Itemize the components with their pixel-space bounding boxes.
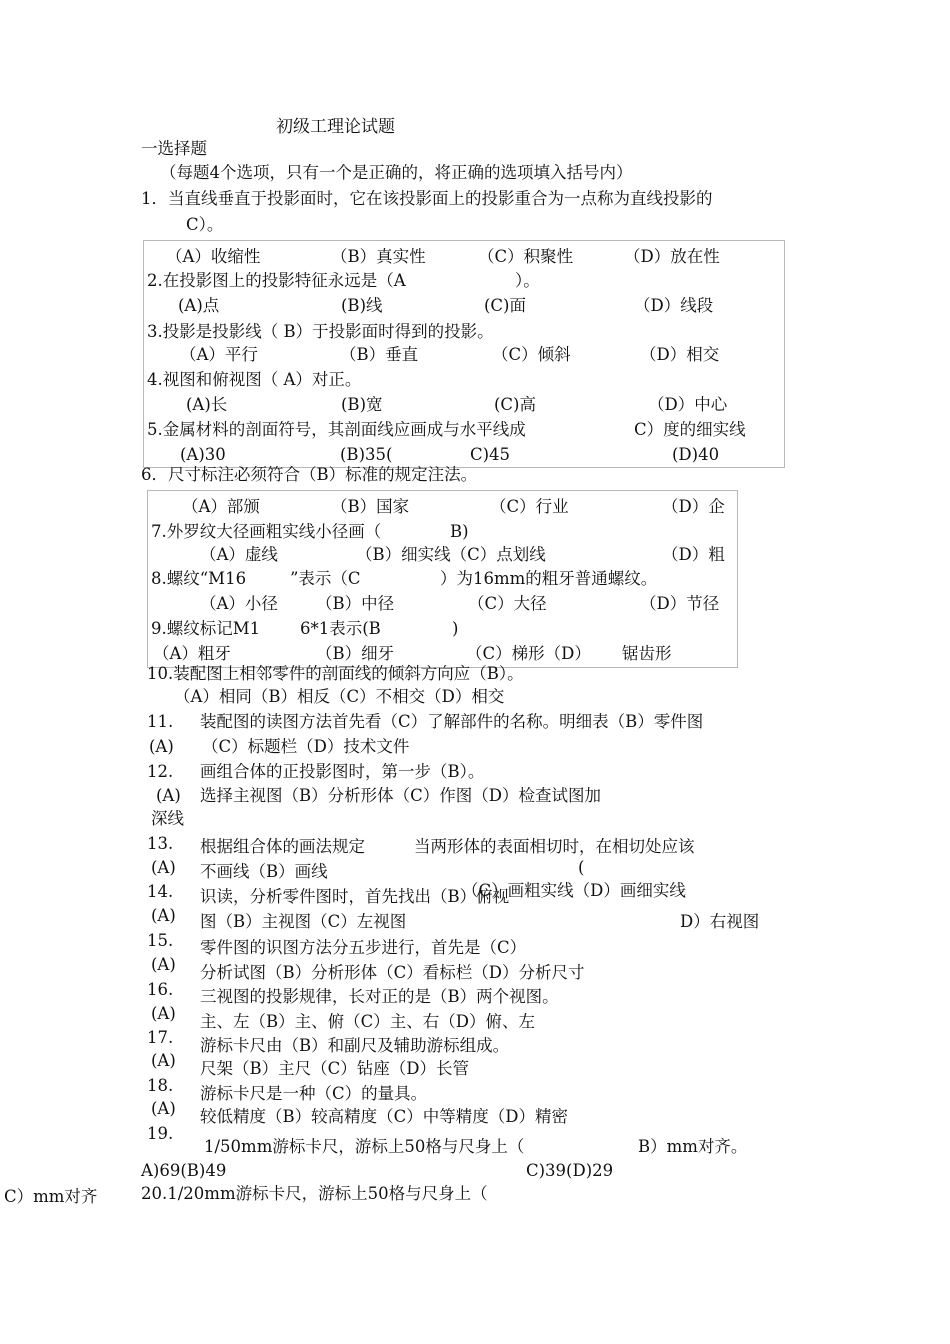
q11-stem: 装配图的读图方法首先看（C）了解部件的名称。明细表（B）零件图 — [200, 712, 704, 731]
q2-stem-end: ）。 — [515, 271, 540, 290]
q14-option-a-label: (A) — [151, 906, 176, 925]
q1-option-a: （A）收缩性 — [166, 247, 261, 266]
q16-number: 16. — [147, 980, 174, 999]
section-heading: 一选择题 — [141, 139, 207, 158]
q7-option-a: （A）虚线 — [200, 545, 278, 564]
q20-left-fragment: C）mm对齐 — [4, 1187, 98, 1206]
q4-option-c: (C)高 — [494, 395, 536, 414]
q18-options: 较低精度（B）较高精度（C）中等精度（D）精密 — [200, 1107, 568, 1126]
q12-option-a-label: (A) — [156, 786, 181, 805]
q15-stem: 零件图的识图方法分五步进行，首先是（C） — [200, 938, 527, 957]
q6-option-d: （D）企 — [662, 497, 725, 516]
q3-option-d: （D）相交 — [640, 345, 720, 364]
q8-option-a: （A）小径 — [200, 594, 278, 613]
q13-options: 不画线（B）画线 — [200, 862, 328, 881]
q9-option-b: （B）细牙 — [316, 644, 395, 663]
q19-options-cd: C)39(D)29 — [526, 1161, 614, 1180]
q1-option-c: （C）积聚性 — [478, 247, 574, 266]
q9-stem: 9.螺纹标记M1 — [151, 619, 261, 638]
q4-option-a: (A)长 — [186, 395, 228, 414]
q1-stem: 1．当直线垂直于投影面时，它在该投影面上的投影重合为一点称为直线投影的 — [141, 189, 713, 208]
q18-number: 18. — [147, 1076, 174, 1095]
q13-stem-2: 当两形体的表面相切时，在相切处应该 — [414, 837, 695, 856]
q14-options-2: D）右视图 — [680, 912, 760, 931]
q6-option-b: （B）国家 — [331, 497, 410, 516]
q7-option-d: （D）粗 — [662, 545, 725, 564]
q2-option-d: （D）线段 — [634, 296, 714, 315]
q14-number: 14. — [147, 882, 174, 901]
q8-option-b: （B）中径 — [316, 594, 395, 613]
q19-stem: 1/50mm游标卡尺，游标上50格与尺身上（ — [204, 1137, 525, 1156]
q9-stem-mid: 6*1表示(B — [300, 619, 381, 638]
q7-stem: 7.外罗纹大径画粗实线小径画（ — [151, 522, 382, 541]
q20-stem: 20.1/20mm游标卡尺，游标上50格与尺身上（ — [141, 1184, 488, 1203]
q18-option-a-label: (A) — [151, 1099, 176, 1118]
q16-option-a-label: (A) — [151, 1004, 176, 1023]
q8-stem-end: ）为16mm的粗牙普通螺纹。 — [440, 569, 658, 588]
q8-stem: 8.螺纹“M16 — [151, 569, 247, 588]
q10-stem: 10.装配图上相邻零件的剖面线的倾斜方向应（B）。 — [147, 664, 524, 683]
q7-option-bc: （B）细实线（C）点划线 — [356, 545, 546, 564]
q13-number: 13. — [147, 834, 174, 853]
q1-option-b: （B）真实性 — [331, 247, 426, 266]
q19-options-ab: A)69(B)49 — [141, 1161, 227, 1180]
q5-stem-end: C）度的细实线 — [634, 420, 746, 439]
q9-option-a: （A）粗牙 — [153, 644, 231, 663]
q4-stem: 4.视图和俯视图（ A）对正。 — [147, 370, 362, 389]
q3-stem: 3.投影是投影线（ B）于投影面时得到的投影。 — [147, 322, 494, 341]
q8-option-c: （C）大径 — [468, 594, 547, 613]
q15-number: 15. — [147, 931, 174, 950]
q9-option-d: 锯齿形 — [622, 644, 672, 663]
q8-option-d: （D）节径 — [640, 594, 720, 613]
q13-option-a-label: (A) — [151, 858, 176, 877]
q17-stem: 游标卡尺由（B）和副尺及辅助游标组成。 — [200, 1036, 510, 1055]
q5-option-d: (D)40 — [672, 445, 720, 464]
q5-stem: 5.金属材料的剖面符号，其剖面线应画成与水平线成 — [147, 420, 526, 439]
q1-option-d: （D）放在性 — [624, 247, 720, 266]
q3-option-c: （C）倾斜 — [492, 345, 571, 364]
q12-number: 12. — [147, 762, 174, 781]
q6-option-a: （A）部颁 — [182, 497, 260, 516]
q13-paren: ( — [578, 858, 585, 877]
q16-stem: 三视图的投影规律，长对正的是（B）两个视图。 — [200, 987, 559, 1006]
q19-stem-end: B）mm对齐。 — [638, 1137, 748, 1156]
q2-option-c: (C)面 — [484, 296, 526, 315]
q13-options-2: （C）画粗实线（D）画细实线 — [462, 881, 686, 900]
q13-stem: 根据组合体的画法规定 — [200, 837, 365, 856]
q15-options: 分析试图（B）分析形体（C）看标栏（D）分析尺寸 — [200, 963, 585, 982]
q4-option-d: （D）中心 — [648, 395, 728, 414]
q2-option-b: (B)线 — [341, 296, 383, 315]
q12-options: 选择主视图（B）分析形体（C）作图（D）检查试图加 — [200, 786, 601, 805]
q7-stem-end: B) — [450, 522, 469, 541]
q11-options: （C）标题栏（D）技术文件 — [202, 737, 410, 756]
q17-options: 尺架（B）主尺（C）钻座（D）长管 — [200, 1059, 469, 1078]
q11-option-a-label: (A) — [149, 737, 174, 756]
q14-stem: 识读，分析零件图时，首先找出（B）俯视 — [200, 887, 510, 906]
q14-options: 图（B）主视图（C）左视图 — [200, 912, 407, 931]
q10-options: （A）相同（B）相反（C）不相交（D）相交 — [174, 687, 505, 706]
q5-option-c: C)45 — [470, 445, 511, 464]
q8-stem-mid: ”表示（C — [290, 569, 361, 588]
q6-option-c: （C）行业 — [490, 497, 569, 516]
q12-stem: 画组合体的正投影图时，第一步（B）。 — [200, 762, 485, 781]
q17-option-a-label: (A) — [151, 1051, 176, 1070]
q3-option-a: （A）平行 — [180, 345, 258, 364]
q1-stem-cont: C）。 — [186, 215, 224, 234]
instruction: （每题4个选项，只有一个是正确的，将正确的选项填入括号内） — [160, 163, 633, 182]
q4-option-b: (B)宽 — [341, 395, 383, 414]
q6-stem: 6．尺寸标注必须符合（B）标准的规定注法。 — [141, 465, 478, 484]
q15-option-a-label: (A) — [151, 955, 176, 974]
q9-stem-end: ) — [452, 619, 459, 638]
q5-option-b: (B)35( — [340, 445, 393, 464]
q2-option-a: (A)点 — [178, 296, 220, 315]
q19-number: 19. — [147, 1124, 174, 1143]
q17-number: 17. — [147, 1028, 174, 1047]
q16-options: 主、左（B）主、俯（C）主、右（D）俯、左 — [200, 1012, 535, 1031]
q9-option-c: （C）梯形（D） — [466, 644, 591, 663]
q5-option-a: (A)30 — [180, 445, 226, 464]
q18-stem: 游标卡尺是一种（C）的量具。 — [200, 1084, 428, 1103]
q2-stem: 2.在投影图上的投影特征永远是（A — [147, 271, 406, 290]
page-title: 初级工理论试题 — [276, 117, 395, 137]
q12-options-cont: 深线 — [151, 809, 184, 828]
q3-option-b: （B）垂直 — [340, 345, 419, 364]
q11-number: 11. — [147, 712, 174, 731]
